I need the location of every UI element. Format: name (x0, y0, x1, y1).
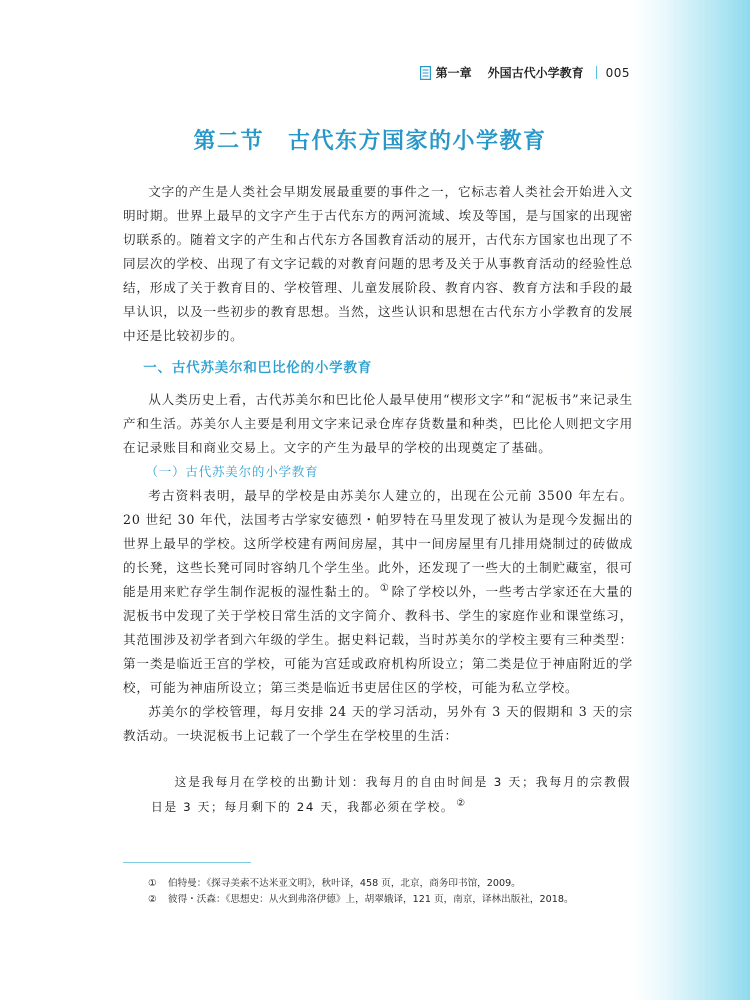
book-icon (420, 66, 431, 80)
section-title (100, 124, 640, 155)
header-chapter-title: 外国古代小学教育 (487, 66, 584, 80)
running-header (420, 64, 630, 81)
header-divider (596, 66, 597, 79)
section-number: 第二节 (193, 128, 264, 154)
footnote-text: 伯特曼：《探寻美索不达米亚文明》，秋叶译，458 页，北京，商务印书馆，2009。 (168, 878, 521, 889)
page-edge-strip (632, 0, 750, 1000)
section-title-text: 古代东方国家的小学教育 (288, 128, 547, 154)
paragraph-text: 除了学校以外，一些考古学家还在大量的泥板书中发现了关于学校日常生活的文字简介、教科书、学生的家庭作业和课堂练习，其范围涉及初学者到六年级的学生。据史料记载，当时苏美尔的学校主要有三种类型：第一类是临近王宫的学校，可能为宫廷或政府机构所设立；第二类是位于神庙附近的学校，可能为神庙所设立；第三类是临近书吏居住区的学校，可能为私立学校。 (123, 584, 634, 695)
heading-level-1: 一、古代苏美尔和巴比伦的小学教育 (143, 360, 373, 376)
footnotes (148, 876, 638, 908)
page-number: 005 (605, 65, 630, 80)
quote-text: 这是我每月在学校的出勤计划：我每月的自由时间是 3 天；我每月的宗教假日是 3 天；每月剩下的 24 天，我都必须在学校。 (151, 775, 631, 814)
footnote-ref-2[interactable]: ② (456, 798, 467, 810)
heading-level-2: （一）古代苏美尔的小学教育 (145, 464, 319, 479)
paragraph-text: 考古资料表明，最早的学校是由苏美尔人建立的，出现在公元前 3500 年左右。20 世纪 30 年代，法国考古学家安德烈・帕罗特在马里发现了被认为是现今发掘出的世界上最早的学校。这所学校建有两间房屋，其中一间房屋里有几排用烧制过的砖做成的长凳，这些长凳可同时容纳几个学生坐。此外，还发现了一些大的土制贮藏室，很可能是用来贮存学生制作泥板的湿性黏土的。 (123, 488, 633, 599)
footnote-item (148, 892, 638, 908)
footnote-number: ① (148, 878, 157, 889)
footnote-text: 彼得・沃森：《思想史：从火到弗洛伊德》上，胡翠娥译，121 页，南京，译林出版社，2018。 (168, 894, 574, 905)
header-chapter: 第一章 (435, 66, 472, 80)
block-quote (123, 770, 633, 820)
paragraph-school-management: 苏美尔的学校管理，每月安排 24 天的学习活动，另外有 3 天的假期和 3 天的宗教活动。一块泥板书上记载了一个学生在学校里的生活： (123, 704, 633, 743)
paragraph-sumer-schools (123, 484, 633, 700)
footnote-divider (123, 862, 251, 863)
footnote-item (148, 876, 638, 892)
footnote-number: ② (148, 894, 157, 905)
quote-text-wrap (151, 770, 631, 820)
main-content (123, 180, 633, 820)
footnote-ref-1[interactable]: ① (379, 582, 390, 594)
intro-paragraph: 文字的产生是人类社会早期发展最重要的事件之一，它标志着人类社会开始进入文明时期。世界上最早的文字产生于古代东方的两河流域、埃及等国，是与国家的出现密切联系的。随着文字的产生和占代东方各国教育活动的展开，古代东方国家也出现了不同层次的学校、出现了有文字记载的对教育问题的思考及关于从事教育活动的经验性总结，形成了关于教育目的、学校管理、儿童发展阶段、教育内容、教育方法和手段的最早认识，以及一些初步的教育思想。当然，这些认识和思想在古代东方小学教育的发展中还是比较初步的。 (123, 184, 633, 343)
paragraph-writing-origin: 从人类历史上看，古代苏美尔和巴比伦人最早使用“楔形文字”和“泥板书”来记录生产和生活。苏美尔人主要是利用文字来记录仓库存货数量和种类，巴比伦人则把文字用在记录账目和商业交易上。文字的产生为最早的学校的出现奠定了基础。 (123, 392, 633, 455)
